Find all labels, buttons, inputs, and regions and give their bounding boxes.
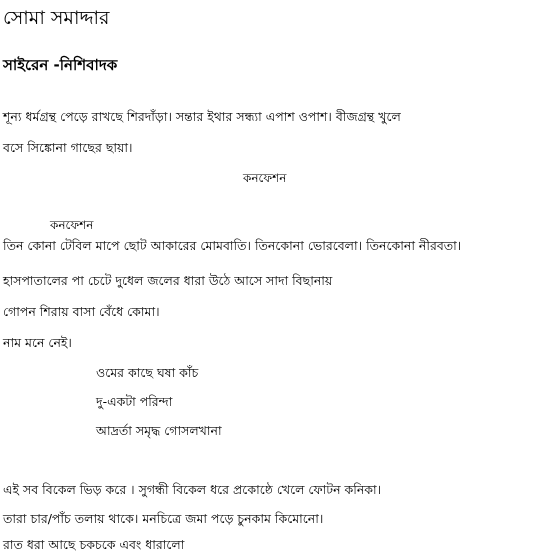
stanza3-line-1: এই সব বিকেল ভিড় করে । সুগন্ধী বিকেল ধরে প্রকোষ্ঠে খেলে ফোটন কনিকা। [3,482,382,497]
stanza2-line-1: তিন কোনা টেবিল মাপে ছোট আকারের মোমবাতি। তিনকোনা ভোরবেলা। তিনকোনা নীরবতা। [3,238,462,253]
indented-line-1: ওমের কাছে ঘষা কাঁচ [96,365,199,380]
stanza1-line-1: শূন্য ধর্মগ্রন্থ পেড়ে রাখছে শিরদাঁড়া। সন্তার ইথার সন্ধ্যা এপাশ ওপাশ। বীজগ্রন্থ খুলে [3,109,401,124]
stanza2-line-3: গোপন শিরায় বাসা বেঁধে কোমা। [3,304,160,319]
poem-title: সাইরেন -নিশিবাদক [3,56,118,74]
stanza2-line-2: হাসপাতালের পা চেটে দুধেল জলের ধারা উঠে আসে সাদা বিছানায় [3,273,333,288]
author-name: সোমা সমাদ্দার [3,7,110,29]
section-heading-center: কনফেশন [243,171,287,185]
stanza2-line-4: নাম মনে নেই। [3,335,72,350]
section-heading-left: কনফেশন [50,218,94,232]
stanza3-line-2: তারা চার/পাঁচ তলায় থাকে। মনচিত্রে জমা পড়ে চুনকাম কিমোনো। [3,511,324,526]
indented-line-3: আদ্রর্তা সমৃদ্ধ গোসলখানা [96,423,222,438]
stanza3-line-3: রাত ধরা আছে চকচকে এবং ধারালো [3,537,185,552]
indented-line-2: দু-একটা পরিন্দা [96,394,173,409]
stanza1-line-2: বসে সিঙ্কোনা গাছের ছায়া। [3,140,133,155]
